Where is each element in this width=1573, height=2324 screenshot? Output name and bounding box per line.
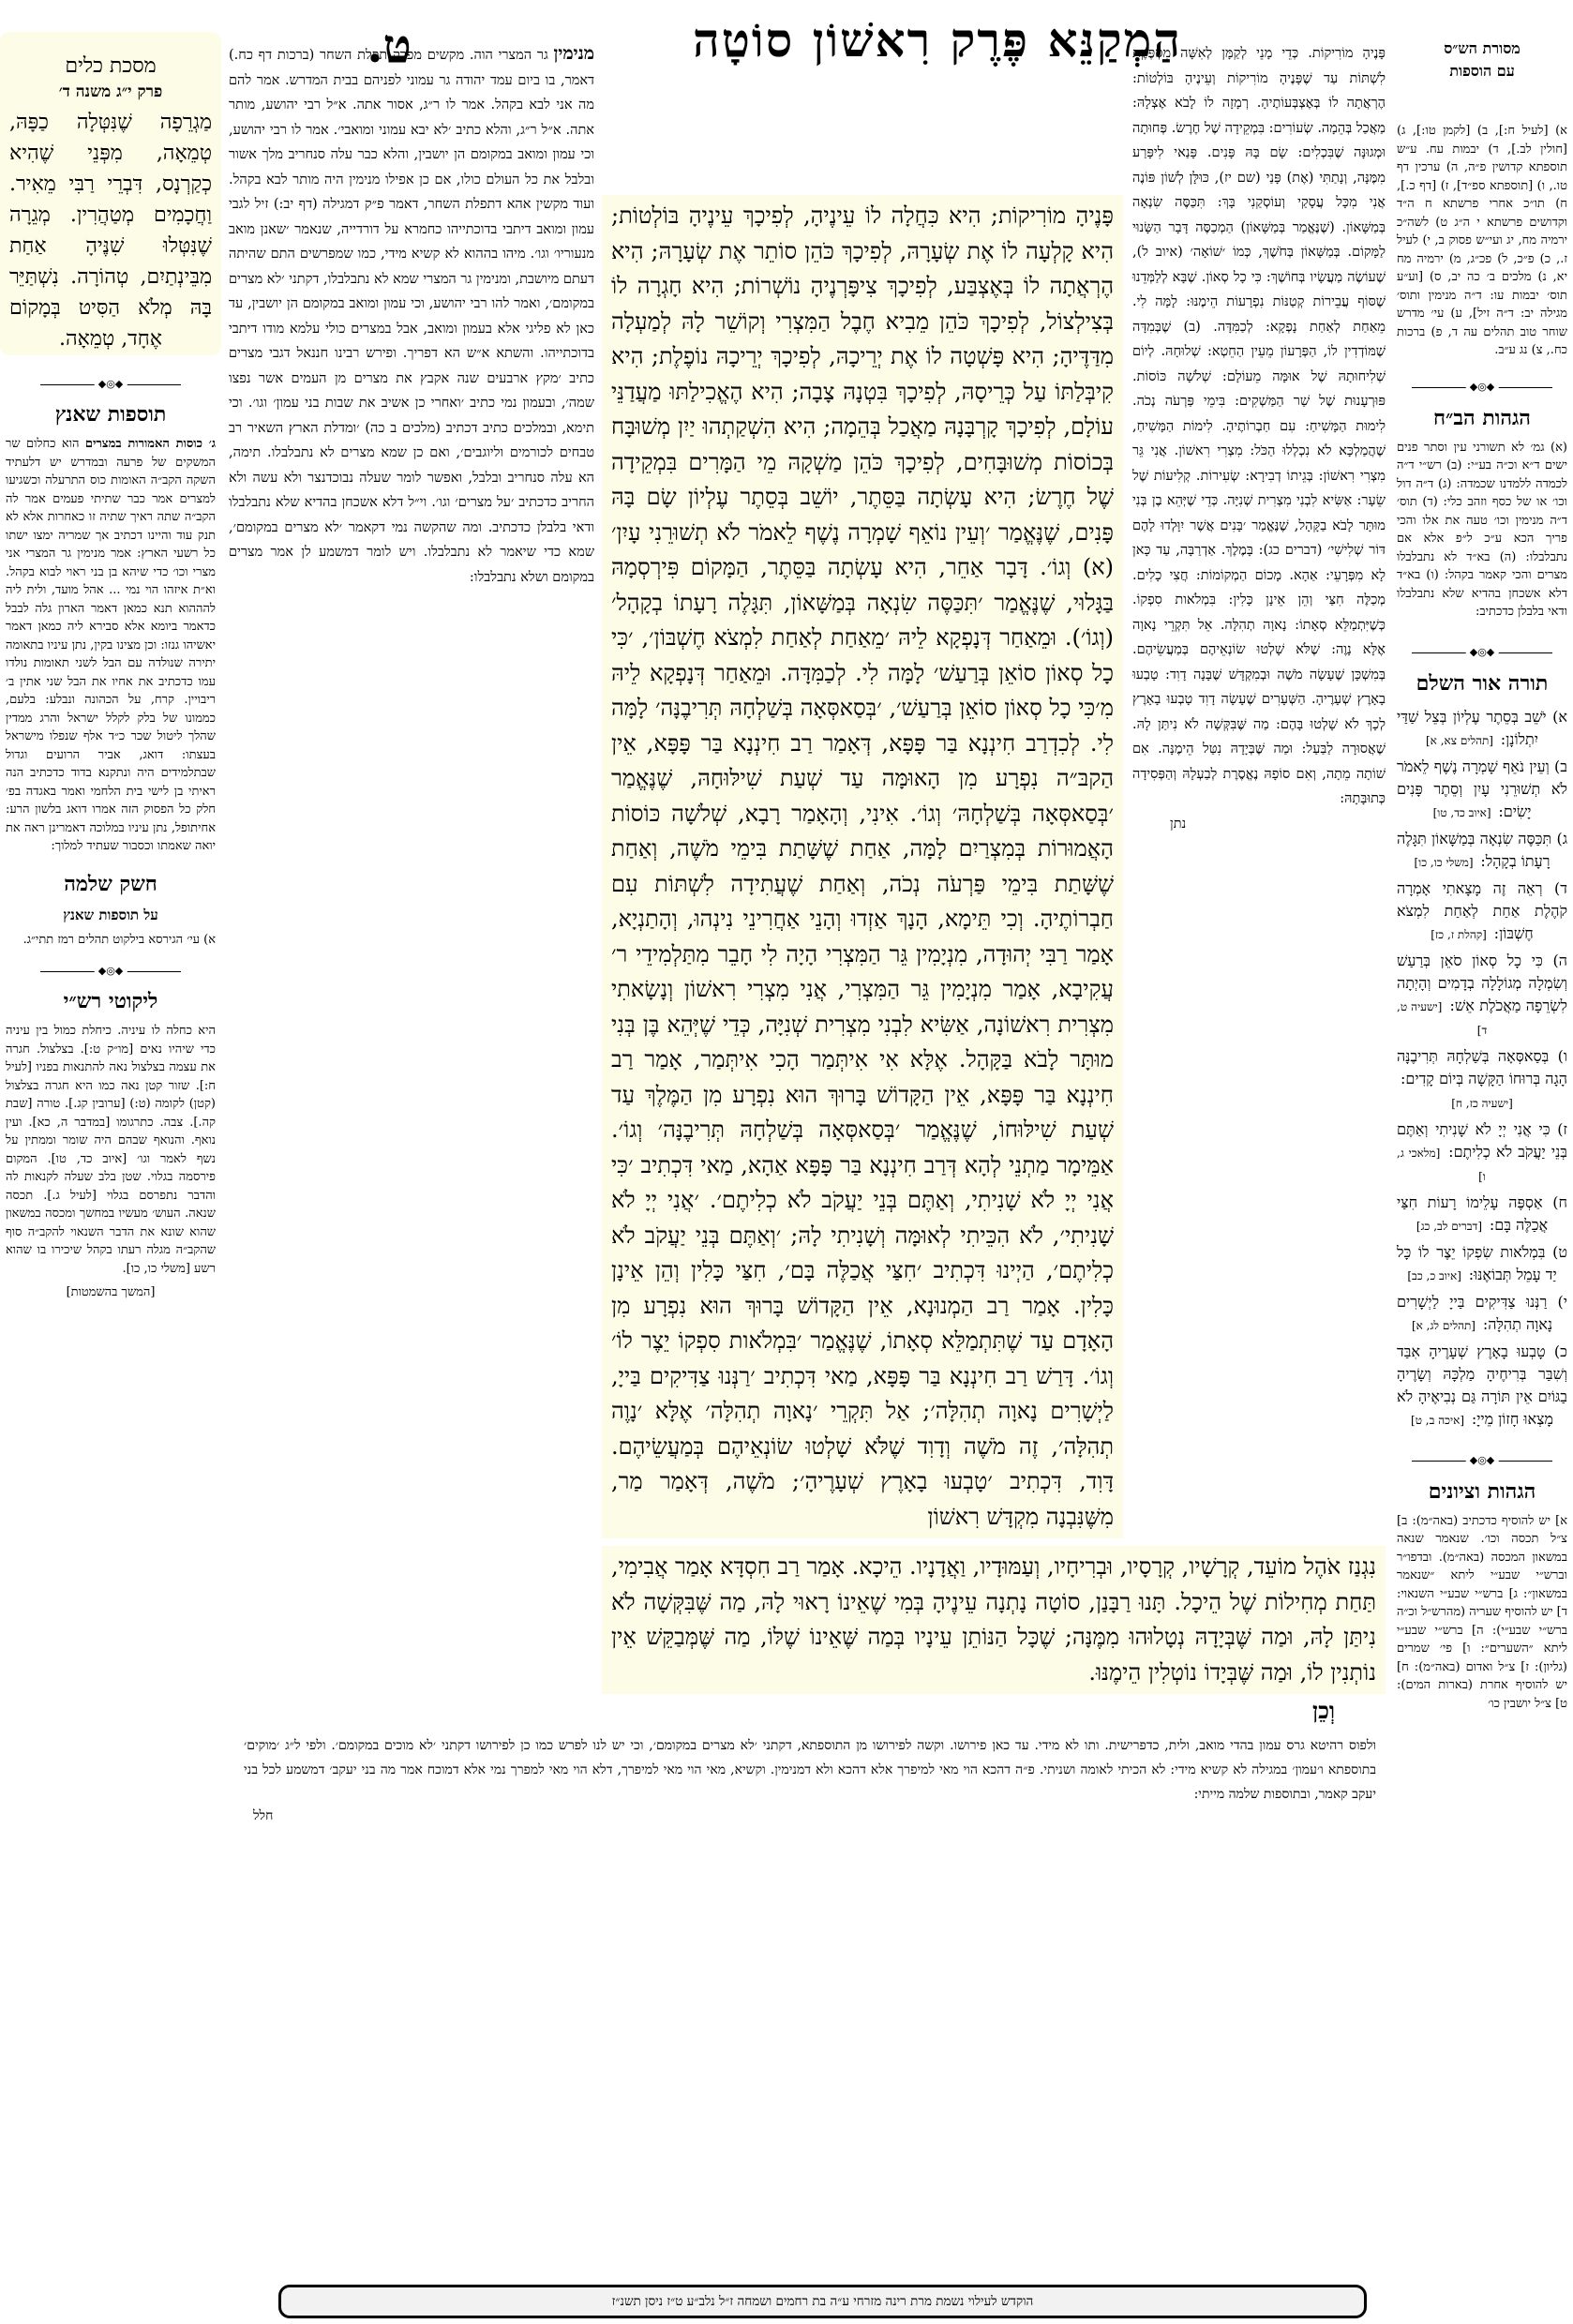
daf-number: ט.: [367, 18, 412, 73]
verse-reference: [איוב כ, כב]: [1407, 1268, 1465, 1282]
tosafot-shantz-body: [0, 435, 221, 856]
ornament-icon: ◆◎◆: [95, 379, 127, 390]
torah-or-verse: [1391, 1339, 1573, 1433]
gemara-main: [602, 195, 1123, 1538]
verse-reference: [דברים לב, כג]: [1416, 1219, 1486, 1233]
rashi-text: פָּנֶיהָ מוֹרִיקוֹת. כְּדֵי מָנֵי לְקַמָּן לְאִשָּׁה מִסְפֶּקֶת לִשְׁתּוֹת עַד שֶׁפָּנֶיהָ מוֹרִיקוֹת וְעֵינֶיהָ בּוֹלְטוֹת: הֶרְאֲתָה לוֹ בְּאֶצְבְּעוֹתֶיהָ. רְמָזָה לוֹ לָבֹא אֶצְלָהּ: מַאֲכַל בְּהֵמָה. שְׂעוֹרִים: בִּמְקֵידָה שֶׁל חֶרֶשׂ. פְּחוּתָה וּמְגוּנָּה שֶׁבִּכְלִים: שָׂם בָּהּ פָּנִים. פָּנַאי לִיפָּרַע מִמֶּנָּה, וְנָתַתִּי (אֶת) פָּנַי (שם יז), כּוּלָּן לְשׁוֹן פּוֹנֶה אֲנִי מִכָּל עֲסָקַי וְעוֹסְקַנִי בָּךְ: תִּכַּסֶּה שִׂנְאָה בְּמַשָּׁאוֹן. (שֶׁנֶּאֱמַר בְּמַשָּׁאוֹן) הַמְכַסֶּה דָּבָר הַשָּׂנוּי לַמָּקוֹם. בְּמַשָּׁאוֹן בְּחֹשֶׁךְ, כְּמוֹ ׳שׁוֹאָה׳ (איוב ל), שֶׁעוֹשֶׂה מַעֲשָׂיו בְּחוֹשֶׁךְ: כִּי כָל סְאוֹן. שֶׁבָּא לְלַמְּדֵנוּ שֶׁסּוֹף עֲבֵירוֹת קְטַנּוֹת נִפְרָעוֹת הֵימֶנּוּ: לָמָּה לִי. מֵאַחַת לְאַחַת נָפְקָא: לְכַמִּדָּה. (ב) שֶׁבְּמִדָּה שֶׁמּוֹדְדִין לוֹ, הַפְּרָעוֹן מֵעֵין הַחֵטְא: שְׁלוּחָהּ. לְיוֹם שְׁלִיחוּתָהּ שֶׁל אוּמָּה מֵעוֹלָם: שְׁלֹשָׁה כּוֹסוֹת. פּוּרְעָנוּת שֶׁל שַׁר הַמַּשְׁקִים: בִּימֵי פַּרְעֹה נְכֹה. לִימוּת הַמָּשִׁיחַ: עִם חַבְרוֹתֶיהָ. לִימוֹת הַמָּשִׁיחַ, שֶׁהֲמַלְכָּא לֹא נִכְלְלוּ הַכֹּל: מִצְרִי רִאשׁוֹן. אֲנִי גֵּר מִצְרִי רִאשׁוֹן: בְּגֵיתוֹ דְבִירָא: שְׂעִירוֹת. קְלִיעוֹת שֶׁל שֵׂעָר: אַשִּׂיא לִבְנִי מִצְרִית שְׁנִיָּה. כְּדֵי שֶׁיְּהֵא בֶן בְּנִי מוּתָּר לָבֹא בַקָּהָל, שֶׁנֶּאֱמַר ׳בָּנִים אֲשֶׁר יִוָּלְדוּ לָהֶם דּוֹר שְׁלִישִׁי׳ (דברים כג): בָּמֶלֶךְ. אַדְרַבָּה, עַד כָּאן לָא מִפְּרָעֵי: אַהָא. מָכוֹם הַמְקוֹמוֹת: חֲצִי כָלִים. מְכַלֶּה חִצַּי וְהֵן אֵינָן כָּלִין: בִּמְלֹאות סִפְקוֹ. כְּשֶׁיִּתְמַלֵּא סְאָתוֹ: נָאוָה תְהִלָּה. אֵל תִּקְרֵי נָאוָה אֶלָּא נָוֶה: שֶׁלֹּא שָׁלְטוּ שׂוֹנְאֵיהֶם בְּמַעֲשֵׂיהֶם. בְּמִשְׁכָּן שֶׁעָשָׂה מֹשֶׁה וּבְמִקְדָּשׁ שֶׁבָּנָה דָוִד: טָבְעוּ בָאָרֶץ שְׁעָרֶיהָ. הַשְּׁעָרִים שֶׁעָשָׂה דָוִד טָבְעוּ בָאָרֶץ לְכָךְ לֹא שָׁלְטוּ בָּהֶם: מַה שֶּׁבִּקְּשָׁה לֹא נִיתַּן לָהּ. שֶׁאֲסוּרָה לַבַּעַל: וּמַה שֶּׁבְּיָדָהּ נִטַּל הֵימֶנָּה. אִם שׁוֹתָה מֵתָה, וְאִם סוֹפָהּ נֶאֱסֶרֶת לְבַעְלָהּ וְהַפְּסִידָה כְּתוּבָּתָהּ:: [1132, 46, 1386, 806]
verse-reference: [משלי כו, כו]: [1414, 855, 1477, 869]
torah-or-title: תורה אור השלם: [1416, 670, 1549, 696]
hagahot-vetziyunim-title: הגהות וציונים: [1428, 1478, 1536, 1504]
rashi-catchword: נתן: [1170, 816, 1187, 832]
verse-text: ח) אַסְפֶּה עָלֵימוֹ רָעוֹת חִצַּי אֲכַלֶּה בָּם:: [1397, 1192, 1567, 1234]
tosafot-closing: ולפוס רהיטא גרס עמון בהדי מואב, ולית, כדפרישית. ותו לא מידי. עד כאן פירושו. וקשה לפירושו מן התוספתא, דקתני ׳לא מצרים במקומם׳, וכי יש לנו לפרש כמו כן לפירושו דקתני ׳לא מוכים במקומם׳. ולפי ל״ג ׳מוקים׳ בתוספתא ו׳עמון׳ במגילה לא קשיא מידי: לא הכיתי לאומה ושניתי. פ״ה דהכא הוי מאי למיפרך אלא דהכא ולא דמנימין. וקשיא, מאי הוי מאי למיפרך, דלא הוי מאי למפרך נמי אלא דמוכח אמר מה בני יעקב׳ דמשמע לכל בני יעקב קאמר, ובתוספות שלמה מייתי:: [244, 1738, 1376, 1802]
verse-reference: [קהלת ז, כז]: [1431, 927, 1491, 941]
tosafot-shantz-lead: ג׳ כוסות האמורות במצרים: [84, 437, 216, 451]
torah-or-verse: [1391, 1190, 1573, 1239]
left-outer-column: [0, 375, 221, 1302]
dedication-banner: הוקדש לעילוי נשמת מרת רינה מזרחי ע״ה בת רחמים ושמחה ז״ל נלב״ע ט״ז ניסן תשנ״ז: [278, 2285, 1367, 2318]
cheshek-shlomo-subtitle: על תוספות שאנץ: [63, 906, 158, 923]
mesoret-body: א) [לעיל ח:], ב) [לקמן טו:], ג) [חולין לב.], ד) יבמות עח. ע״ש תוספתא קדושין פ״ה, ה) ערכין דף טו., ו) [תוספתא ספ״ד], ז) [דף כ.], ח) תו״כ אחרי פרשתא ח ה״ד וקדושים פרשתא י ה״ג ט) לשה״כ ירמיה מח, יג ועי״ש פסוק ב, י) לעיל ז., כ) פ״כ, ל) פכ״ג, מ) ירמיה מח יא, נ) מלכים ב׳ כה יב, ס) [וע״ע תוס׳ יבמות עו: ד״ה מנימין ותוס׳ מגילה יב: ד״ה זיל], ע) עי׳ מדרש שוחר טוב תהלים עה ד, פ) ברכות כח., צ) נג ע״ב.: [1397, 124, 1567, 357]
verse-text: ד) רְאֵה זֶה מָצָאתִי אָמְרָה קֹהֶלֶת אַחַת לְאַחַת לִמְצֹא חֶשְׁבּוֹן:: [1397, 878, 1567, 942]
hagahot-vetziyunim-body: א] יש להוסיף כדכתיב (באה״מ): ב] צ״ל תכסה וכו׳. שנאמר שנאה במשאון המכסה (באה״מ). ובדפו״ר וברש״י שבע״י ליתא ״שנאמר במשאון״: ג] ברש״י שבע״י השנאוי: ד] יש להוסיף שעריה (מהרש״ל וכ״ה ברש״י שבע״י): ה] ברש״י שבע״י ליתא ״השערים״: ו] פי׳ שמרים (גליון): ז] צ״ל ואדום (באה״מ): ח] יש להוסיף אחרת (בארות המים): ט] צ״ל יושבין כו׳: [1397, 1513, 1567, 1711]
verse-reference: [מלאכי ג, ו]: [1397, 1146, 1486, 1183]
ornament-divider: [1391, 1452, 1573, 1471]
kelim-subtitle: פרק י״ג משנה ד׳: [58, 82, 163, 101]
ornament-icon: ◆◎◆: [1466, 382, 1499, 393]
tosafot-text: גר המצרי הוה. מקשים מפרק תפלת השחר (ברכות דף כח.) דאמר, בו ביום עמד יהודה גר עמוני לפניהם בבית המדרש. אמר להם מה אני לבא בקהל. אמר לו ר״ג, אסור אתה. א״ל רבי יהושע, מותר אתה. א״ל ר״ג, והלא כתיב ׳לא יבא עמוני ומואבי׳. אמר לו רבי יהושע, וכי עמון ומואב במקומם הן יושבין, והלא כבר עלה סנחריב מלך אשור ובלבל את כל העולם כולו, אם כן אפילו מנימין היה מותר לבא בקהל. ועוד מקשין אהא דתפלת השחר, דאמר פ״ק דמגילה (דף יב:) זיל לגבי עמון ומואב דיתבי בדוכתייהו כחמרא על דורדייה, שנאמר ׳שאנן מואב מנעוריו׳ וגו׳. מיהו בההוא לא קשיא מידי, כמו שמפרשים התם שהיתה דעתם מיושבת, ומנימין גר המצרי שמא לא נתבלבלו, דקתני ׳לא מצרים במקומם׳, ואמר להו רבי יהושע, וכי עמון ומואב במקומם הן יושבין, עד כאן לא פליגי אלא בעמון ומואב, אבל במצרים כולי עלמא מודו דיתבי בדוכתייהו. והשתא א״ש הא דפריך. ופירש רבינו חננאל דגבי מצרים כתיב ׳מקץ ארבעים שנה אקבץ את מצרים מן העמים אשר נפצו שמה׳, ובעמון נמי כתיב ׳ואחרי כן אשיב את שבות בני עמון׳ וגו׳. וכי תימא, ובמלכים כתיב דכתיב (מלכים ב כה) ׳ומדלת הארץ השאיר רב טבחים לכורמים וליוגבים׳, ואם כן שמא מצרים לא נתבלבלו. תימה, הא עלה סנחריב ובלבל, ואפשר לומר שעלה נבוכדנצר ולא עשה ולא החריב כדכתיב ׳על מצרים׳ וגו׳. וי״ל דלא אשכחן בהדיא שלא נתבלבלו ודאי בלבלן כדכתיב. ומה שהקשה נמי דקאמר ׳לא מצרים במקומם׳, שמא כדי שיאמר לא נתבלבלו. ויש לומר דמשמע לן אמר מצרים במקומם ושלא נתבלבלו:: [229, 48, 594, 585]
verse-text: ט) בִּמְלֹאות שִׂפְקוֹ יֵצֶר לוֹ כָּל יַד עָמֵל תְּבוֹאֶנּוּ:: [1397, 1242, 1567, 1283]
mishna-kelim-box: [0, 32, 221, 355]
tosafot-lead: מנימין: [553, 43, 595, 64]
continued-note: [המשך בהשמטות]: [66, 1285, 156, 1299]
gemara-catchword: וְכֵן: [1312, 1697, 1335, 1724]
kelim-body: מַגְרֵפָה שֶׁנִּטְּלָה כַפָּהּ, טְמֵאָה, מִפְּנֵי שֶׁהִיא כְקַרְנָס, דִּבְרֵי רַבִּי מֵאִיר. וַחֲכָמִים מְטַהֲרִין. מְגֵרָה שֶׁנִּטְּלוּ שִׁנֶּיהָ אַחַת מִבֵּינְתַיִם, טְהוֹרָה. נִשְׁתַּיֵּר בָּהּ מְלֹא הַסִּיט בְּמָקוֹם אֶחָד, טְמֵאָה.: [9, 111, 212, 351]
right-outer-column: [1391, 122, 1573, 1713]
ornament-icon: ◆◎◆: [95, 966, 127, 977]
ornament-divider: [0, 375, 221, 394]
ornament-divider: [0, 962, 221, 981]
torah-or-verse: [1391, 1043, 1573, 1117]
mesoret-title: מסורת הש״ס: [1444, 39, 1521, 57]
torah-or-verse: [1391, 754, 1573, 826]
mesoret-subtitle: עם הוספות: [1449, 62, 1515, 80]
ornament-divider: [1391, 644, 1573, 663]
tosafot-shantz-text: הוא כחלום שר המשקים של פרעה ובמדרש יש דלעתיד השקה הקב״ה האומות כוס התרעלה וכשגיעו למצרים אמר כבר שתיתי פעמים אמר לה הקב״ה שתה ראיך שתיה זו כאחרות אלא לא תנק עוד והיינו דכתיב אך שמריה ימצו ישתו כל רשעי הארץ: אמר מנימין גר המצרי אני מצרי וכו׳ כדי שיהא בן בני ראוי לבוא בקהל. וא״ת איזהו הוי נמי ... אהל מועד, ולית ליה להההוא תנא כמאן דאמר הארון גלה לבבל כדאמר ביומא אלא סבירא ליה כמאן דאמר יאשיהו גנזו: וכן מצינו בקין, נתן עיניו בתאומה יתירה שנולדה עם הבל לשני תאומות נולדו עמו כדכתיב את אחיו את הבל שני אתין ב׳ ריבויין. קרח, על הכהונה ונבלע: בלעם, כממונו של בלק לקלל ישראל והרג ממדין שהלך ליטול שכר כ״ד אלף שנפלו מישראל בעצתו: דואג, אביר הרועים וגדול שבתלמידים היה ונתקנא בדוד כדכתיב הנה ראיתי בן לישי בית הלחמי ואמר באגדה בפ׳ חלק כל הפסוק הזה אמרו דואג בלשון הרע: אחיתופל, נתן עיניו במלוכה דאמרינן ראה את יואה שאמתו וכסבור שעתיד למלוך:: [6, 437, 216, 853]
torah-or-verse: [1391, 1289, 1573, 1339]
verse-reference: [ישעיה ט, ד]: [1397, 999, 1488, 1037]
torah-or-verse: [1391, 1117, 1573, 1190]
torah-or-verse: [1391, 948, 1573, 1043]
torah-or-verse: [1391, 1239, 1573, 1289]
tosafot-shantz-title: תוספות שאנץ: [54, 402, 167, 427]
cheshek-shlomo-body: א) עי׳ הגירסא בילקוט תהלים רמז תתי״ג.: [22, 932, 216, 947]
verse-reference: [ישעיה כז, ח]: [1451, 1096, 1513, 1110]
verse-text: ב) וְעֵין נֹאֵף שָׁמְרָה נֶשֶׁף לֵאמֹר לֹא תְשׁוּרֵנִי עָיִן וְסֵתֶר פָּנִים יָשִׂים:: [1397, 757, 1567, 820]
ornament-divider: [1391, 379, 1573, 397]
verse-text: ה) כִּי כָל סְאוֹן סֹאֵן בְּרַעַשׁ וְשִׂמְלָה מְגוֹלָלָה בְדָמִים וְהָיְתָה לִשְׂרֵפָה מַאֲכֹלֶת אֵשׁ:: [1397, 951, 1567, 1014]
gemara-wide: [602, 1546, 1386, 1694]
verse-text: י) רַנְּנוּ צַדִּיקִים בַּייָ לַיְשָׁרִים נָאוָה תְהִלָּה:: [1397, 1292, 1567, 1333]
gemara-text: פָּנֶיהָ מוֹרִיקוֹת; הִיא כִּחֲלָה לוֹ עֵינֶיהָ, לְפִיכָךְ עֵינֶיהָ בּוֹלְטוֹת; הִיא קָלְעָה לוֹ אֶת שְׂעָרָהּ, לְפִיכָךְ כֹּהֵן סוֹתֵר אֶת שְׂעָרָהּ; הִיא הֶרְאֲתָה לוֹ בְּאֶצְבַּע, לְפִיכָךְ צִיפָּרְנֶיהָ נוֹשְׁרוֹת; הִיא חָגְרָה לוֹ בְּצִילְצוֹל, לְפִיכָךְ כֹּהֵן מֵבִיא חֶבֶל הַמִּצְרִי וְקוֹשֵׁר לָהּ לְמַעְלָה מִדַּדֶּיהָ; הִיא פָּשְׁטָה לוֹ אֶת יְרֵיכָהּ, לְפִיכָךְ יְרֵיכָהּ נוֹפֶלֶת; הִיא קִיבְּלַתּוֹ עַל כְּרֵיסָהּ, לְפִיכָךְ בִּטְנָהּ צָבָה; הִיא הֶאֱכִילַתּוּ מַעֲדַנֵּי עוֹלָם, לְפִיכָךְ קָרְבָּנָהּ מַאֲכַל בְּהֵמָה; הִיא הִשְׁקַתְהוּ יַיִן מְשׁוּבָּח בְּכוֹסוֹת מְשׁוּבָּחִים, לְפִיכָךְ כֹּהֵן מַשְׁקָהּ מֵי הַמָּרִים בִּמְקֵידָה שֶׁל חֶרֶשׂ; הִיא עָשְׂתָה בַּסֵּתֶר, יוֹשֵׁב בְּסֵתֶר עֶלְיוֹן שָׂם בָּהּ פָּנִים, שֶׁנֶּאֱמַר ׳וְעֵין נוֹאֵף שָׁמְרָה נֶשֶׁף לֵאמֹר לֹא תְשׁוּרֵנִי עָיִן׳ (א) וְגוֹ׳. דָּבָר אַחֵר, הִיא עָשְׂתָה בַּסֵּתֶר, הַמָּקוֹם פִּירְסְמָהּ בַּגָּלוּי, שֶׁנֶּאֱמַר ׳תִּכַּסֶּה שִׂנְאָה בְּמַשָּׁאוֹן, תִּגָּלֶה רָעָתוֹ בְקָהָל׳ (וְגוֹ׳). וּמֵאַחַר דְּנָפְקָא לֵיהּ ׳מֵאַחַת לְאַחַת לִמְצֹא חֶשְׁבּוֹן׳, ׳כִּי כָל סְאוֹן סוֹאֵן בְּרַעַשׁ׳ לָמָּה לִי. לְכַמִּדָּה. וּמֵאַחַר דְּנָפְקָא לֵיהּ מִ׳כִּי כָל סְאוֹן סוֹאֵן בְּרַעַשׁ׳, ׳בְּסַאסְּאָה בְּשַׁלְחָהּ תְּרִיבֶנָּה׳ לָמָּה לִי. לְכִדְרַב חִינְנָא בַּר פָּפָּא, דְּאָמַר רַב חִינְנָא בַּר פָּפָּא, אֵין הַקבּ״ה נִפְרָע מִן הָאוּמָּה עַד שְׁעַת שִׁילּוּחָהּ, שֶׁנֶּאֱמַר ׳בְּסַאסְּאָה בְּשַׁלְחָהּ׳ וְגוֹ׳. אִינִי, וְהָאָמַר רָבָא, שְׁלֹשָׁה כּוֹסוֹת הָאֲמוּרוֹת בְּמִצְרַיִם לָמָּה, אַחַת שֶׁשָּׁתַת בִּימֵי מֹשֶׁה, וְאַחַת שֶׁשָּׁתַת בִּימֵי פַּרְעֹה נְכֹה, וְאַחַת שֶׁעֲתִידָה לִשְׁתּוֹת עִם חַבְרוֹתֶיהָ. וְכִי תֵּימָא, הָנָךְ אַזְדוּ וְהָנֵי אַחֲרִינֵי נִינְהוּ, וְהָתַנְיָא, אָמַר רַבִּי יְהוּדָה, מִנְיָמִין גֵּר הַמִּצְרִי הָיָה לִי חָבֵר מִתַּלְמִידֵי ר׳ עֲקִיבָא, אָמַר מִנְיָמִין גֵּר הַמִּצְרִי, אֲנִי מִצְרִי רִאשׁוֹן וְנָשָׂאתִי מִצְרִית רִאשׁוֹנָה, אַשִּׂיא לִבְנִי מִצְרִית שְׁנִיָּה, כְּדֵי שֶׁיְּהֵא בֶּן בְּנִי מוּתָּר לָבֹא בַּקָּהָל. אֶלָּא אִי אִיתְּמַר הָכִי אִיתְּמַר, אָמַר רַב חִינְנָא בַּר פָּפָּא, אֵין הַקָּדוֹשׁ בָּרוּךְ הוּא נִפְרָע מִן הַמֶּלֶךְ עַד שְׁעַת שִׁילּוּחוֹ, שֶׁנֶּאֱמַר ׳בְּסַאסְּאָה בְּשַׁלְחָהּ תְּרִיבֶנָּה׳ וְגוֹ׳. אַמֵּימָר מַתְנֵי לְהָא דְּרַב חִינְנָא בַּר פָּפָּא אַהָא, מַאי דִּכְתִיב ׳כִּי אֲנִי יְיָ לֹא שָׁנִיתִי, וְאַתֶּם בְּנֵי יַעֲקֹב לֹא כְלִיתֶם׳. ׳אֲנִי יְיָ לֹא שָׁנִיתִי׳, לֹא הִכֵּיתִי לְאוּמָּה וְשָׁנִיתִי לָהּ; ׳וְאַתֶּם בְּנֵי יַעֲקֹב לֹא כְלִיתֶם׳, הַיְינוּ דִּכְתִיב ׳חִצַּי אֲכַלֶּה בָּם׳, חִצַּי כָּלִין וְהֵן אֵינָן כָּלִין. אָמַר רַב הַמְנוּנָא, אֵין הַקָּדוֹשׁ בָּרוּךְ הוּא נִפְרָע מִן הָאָדָם עַד שֶׁתִּתְמַלֵּא סְאָתוֹ, שֶׁנֶּאֱמַר ׳בִּמְלֹאות סִפְקוֹ יֵצֶר לוֹ׳ וְגוֹ׳. דָּרַשׁ רַב חִינְנָא בַּר פָּפָּא, מַאי דִּכְתִיב ׳רַנְּנוּ צַדִּיקִים בַּייָ, לַיְשָׁרִים נָאוָה תְהִלָּה׳; אַל תִּקְרֵי ׳נָאוָה תְהִלָּה׳ אֶלָּא ׳נָוֶה תְהִלָּה׳, זֶה מֹשֶׁה וְדָוִד שֶׁלֹּא שָׁלְטוּ שׂוֹנְאֵיהֶם בְּמַעֲשֵׂיהֶם. דָּוִד, דִּכְתִיב ׳טָבְעוּ בָאָרֶץ שְׁעָרֶיהָ׳; מֹשֶׁה, דְּאָמַר מַר, מִשֶּׁנִּבְנָה מִקְדָּשׁ רִאשׁוֹן: [611, 202, 1115, 1530]
page-title: הַמְקַנֵּא פֶּרֶק רִאשׁוֹן סוֹטָה: [692, 12, 1183, 67]
ornament-icon: ◆◎◆: [1466, 647, 1499, 658]
hagahot-habach-body: (א) גמ׳ לא תשורני עין וסתר פנים ישים ד״א וכ״ה בע״י: (ב) רש״י ד״ה לכמדה ללמדנו שכמדה: (ג) ד״ה דול וכו׳ או של כסף וזהב כלי: (ד) תוס׳ ד״ה מנימין וכו׳ טעה את אלו והכי פריך הכא ע״כ ל״פ אלא אם נתבלבלו: (ה) בא״ד לא נתבלבלו מצרים והכי קאמר בקהל: (ו) בא״ד דלא אשכחן בהדיא שלא נתבלבלו ודאי בלבלן כדכתיב:: [1397, 440, 1567, 619]
tosafot-column: [229, 41, 594, 590]
verse-reference: [איוב כד, טו]: [1432, 805, 1495, 819]
verse-reference: [תהלים לג, א]: [1411, 1318, 1479, 1332]
torah-or-list: [1391, 704, 1573, 1433]
tosafot-catchword: חלל: [253, 1808, 274, 1823]
torah-or-verse: [1391, 704, 1573, 754]
torah-or-verse: [1391, 826, 1573, 876]
verse-reference: [איכה ב, ט]: [1411, 1413, 1468, 1427]
rashi-column: [1132, 41, 1386, 836]
gemara-wide-text: נִגְנַז אֹהֶל מוֹעֵד, קְרָשָׁיו, קְרָסָיו, וּבְרִיחָיו, וְעַמּוּדָיו, וַאֲדָנָיו. הֵיכָא. אָמַר רַב חִסְדָּא אָמַר אֲבִימִי, תַּחַת מְחִילוֹת שֶׁל הֵיכָל. תָּנוּ רַבָּנַן, סוֹטָה נָתְנָה עֵינֶיהָ בְּמִי שֶׁאֵינוֹ רָאוּי לָהּ, מַה שֶּׁבִּקְּשָׁה לֹא נִיתַּן לָהּ, וּמַה שֶּׁבְּיָדָהּ נְטָלוּהוּ מִמֶּנָּה; שֶׁכָּל הַנּוֹתֵן עֵינָיו בְּמַה שֶּׁאֵינוֹ שֶׁלּוֹ, מַה שֶּׁמְּבַקֵּשׁ אֵין נוֹתְנִין לוֹ, וּמַה שֶּׁבְּיָדוֹ נוֹטְלִין הֵימֶנּוּ.: [611, 1553, 1377, 1686]
cheshek-shlomo-title: חשק שלמה: [64, 871, 157, 896]
verse-text: ג) תִּכַּסֶּה שִׂנְאָה בְּמַשָּׁאוֹן תִּגָּלֶה רָעָתוֹ בְקָהָל:: [1397, 829, 1567, 870]
verse-text: ו) בְּסַאסְּאָה בְּשַׁלְחָהּ תְּרִיבֶנָּה הָגָה בְּרוּחוֹ הַקָּשָׁה בְּיוֹם קָדִים:: [1397, 1046, 1567, 1087]
verse-text: א) יֹשֵׁב בְּסֵתֶר עֶלְיוֹן בְּצֵל שַׁדַּי יִתְלוֹנָן:: [1397, 707, 1567, 748]
verse-text: ז) כִּי אֲנִי יְיָ לֹא שָׁנִיתִי וְאַתֶּם בְּנֵי יַעֲקֹב לֹא כְלִיתֶם:: [1397, 1119, 1567, 1161]
torah-or-verse: [1391, 876, 1573, 948]
kelim-title: מסכת כלים: [65, 54, 157, 78]
bottom-commentary-area: [234, 1733, 1386, 1807]
likutei-rashi-title: ליקוטי רש״י: [63, 989, 158, 1013]
ornament-icon: ◆◎◆: [1466, 1455, 1499, 1466]
hagahot-habach-title: הגהות הב״ח: [1433, 405, 1531, 430]
mesoret-header: [1391, 37, 1573, 82]
likutei-rashi-body: היא כחלה לו עיניה. כיחלת כמול בין עיניה כדי שיהיו נאים [מו״ק ט:]. בצלצול. חגרה את עצמה בצלצול נאה להתנאות בפניו [לעיל ח:]. שזור קטן נאה כמו היא חגרה בצלצול (קטן) לקומה (ט:) [ערובין קג.]. טורה [שבת קה.]. צבה. כתרגומו [במדבר ה, כא]. ועין נואף. והנואף שבהם היה שומר וממתין על נשף לאמר וגו׳ [איוב כד, טו]. המקום פירסמה בגלוי. שטן בלב שעלה לקנאות לה והדבר נתפרסם בגלוי [לעיל ג.]. תכסה שנאה. העוש׳ מעשיו במחשך ומכסה במשאון שהוא שונא את הדבר השנאוי להקב״ה סוף שהקב״ה מגלה רעתו בקהל שיכירו בו שהוא רשע [משלי כו, כו].: [6, 1024, 216, 1276]
verse-reference: [תהלים צא, א]: [1426, 733, 1497, 747]
verse-text: כ) טָבְעוּ בָאָרֶץ שְׁעָרֶיהָ אִבַּד וְשִׁבַּר בְּרִיחֶיהָ מַלְכָּהּ וְשָׂרֶיהָ בַגּוֹיִם אֵין תּוֹרָה גַּם נְבִיאֶיהָ לֹא מָצְאוּ חָזוֹן מֵייָ:: [1397, 1342, 1567, 1428]
